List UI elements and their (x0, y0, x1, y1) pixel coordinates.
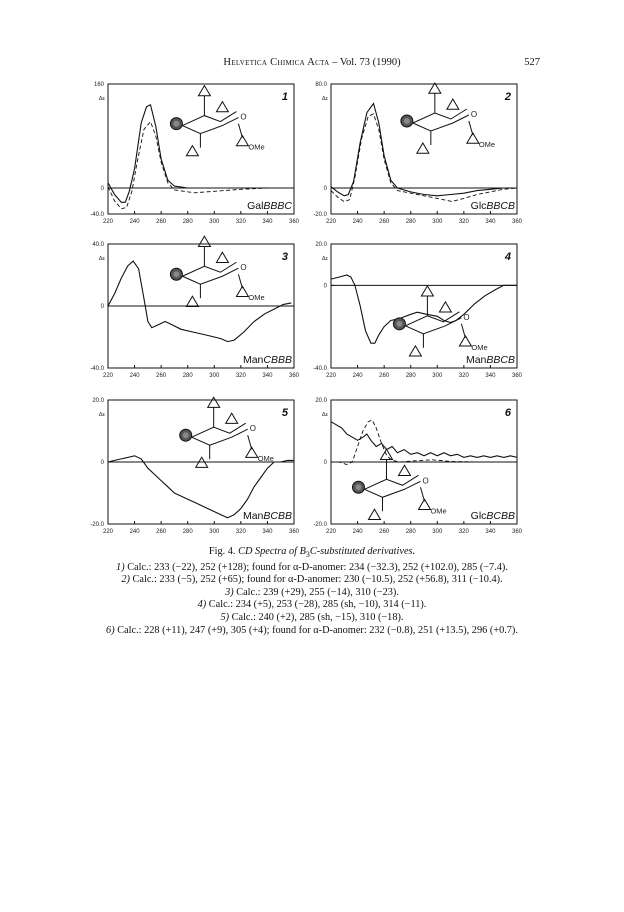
calculated-series-line (108, 456, 294, 518)
bond-line (238, 124, 242, 138)
y-tick-label: 40.0 (92, 242, 104, 248)
methoxy-label: OMe (471, 342, 488, 352)
y-tick-label: -40.0 (90, 212, 104, 218)
x-tick-label: 220 (325, 373, 337, 379)
spectrum-label: ManBCBB (242, 510, 292, 522)
ring-oxygen-label: O (249, 424, 256, 434)
y-axis-label: Δε (98, 256, 105, 262)
x-tick-label: 360 (288, 529, 300, 535)
x-tick-label: 220 (325, 219, 337, 225)
ring-oxygen-label: O (463, 312, 470, 322)
calculated-series-line (331, 422, 517, 458)
ring-oxygen-label: O (422, 476, 429, 486)
y-axis-label: Δε (321, 96, 328, 102)
triangle-substituent (208, 397, 220, 407)
carborane-highlight (173, 121, 179, 127)
x-tick-label: 220 (102, 373, 114, 379)
panel-number: 2 (504, 91, 511, 103)
x-tick-label: 220 (102, 219, 114, 225)
cd-chart-panel-5 (90, 397, 299, 535)
pyranose-ring (182, 112, 238, 134)
y-axis-label: Δε (321, 256, 328, 262)
triangle-substituent (226, 413, 238, 423)
methoxy-label: OMe (478, 140, 496, 149)
x-tick-label: 280 (182, 373, 193, 379)
carborane-highlight (173, 271, 179, 277)
x-tick-label: 340 (485, 529, 496, 535)
plot-frame (108, 84, 294, 214)
triangle-substituent (198, 86, 210, 96)
figure-label: Fig. 4. (208, 546, 236, 557)
x-tick-label: 360 (511, 219, 523, 225)
x-tick-label: 300 (209, 219, 220, 225)
x-tick-label: 340 (262, 529, 273, 535)
bond-line (238, 274, 242, 288)
bond-line (420, 487, 424, 501)
triangle-substituent (368, 509, 380, 519)
methoxy-label: OMe (430, 506, 447, 516)
caption-line: 1) Calc.: 233 (−22), 252 (+128); found for α-D-anomer: 234 (−32.3), 252 (+102.0), 285 (−7.4). (116, 561, 508, 573)
y-tick-label: -20.0 (313, 522, 327, 528)
caption-title-text: CD Spectra of $B_3C$-substituted derivatives. (238, 546, 416, 560)
x-tick-label: 240 (352, 373, 363, 379)
alpha-anomer-series-line (331, 420, 517, 464)
x-tick-label: 260 (379, 373, 390, 379)
alpha-anomer-series-line (108, 122, 294, 209)
y-tick-label: -40.0 (313, 366, 327, 372)
pyranose-ring (182, 262, 238, 284)
y-tick-label: -20.0 (313, 212, 327, 218)
bond-line (469, 121, 473, 135)
x-tick-label: 280 (405, 219, 416, 225)
pyranose-ring (364, 475, 420, 497)
header-separator: – (332, 57, 340, 68)
alpha-anomer-series-line (331, 114, 517, 202)
x-tick-label: 240 (352, 529, 363, 535)
pyranose-ring (192, 423, 248, 445)
methoxy-label: OMe (248, 142, 265, 152)
x-tick-label: 340 (485, 219, 496, 225)
figure-caption (0, 546, 624, 637)
x-tick-label: 300 (209, 373, 220, 379)
triangle-substituent (429, 83, 441, 93)
panel-number: 1 (281, 91, 288, 103)
carborane-highlight (355, 484, 361, 490)
pyranose-ring (413, 109, 469, 131)
x-tick-label: 320 (458, 529, 469, 535)
y-tick-label: 20.0 (92, 398, 104, 404)
cd-chart-panel-1 (90, 82, 299, 225)
y-tick-label: 80.0 (315, 82, 327, 88)
x-tick-label: 260 (379, 219, 390, 225)
y-tick-label: 0 (323, 186, 327, 192)
caption-line: 2) Calc.: 233 (−5), 252 (+65); found for α-D-anomer: 230 (−10.5), 252 (+56.8), 311 (−10.4). (121, 574, 503, 586)
caption-title (0, 546, 624, 562)
panel-number: 3 (281, 251, 288, 263)
x-tick-label: 340 (262, 373, 273, 379)
y-tick-label: 160 (93, 82, 104, 88)
y-tick-label: 0 (100, 460, 104, 466)
y-axis-label: Δε (98, 412, 105, 418)
carborane-highlight (183, 432, 189, 438)
x-tick-label: 240 (352, 219, 363, 225)
ring-oxygen-label: O (470, 110, 478, 119)
carborane-highlight (404, 118, 410, 124)
spectrum-label: ManCBBB (242, 354, 292, 366)
x-tick-label: 260 (156, 373, 167, 379)
x-tick-label: 280 (182, 219, 193, 225)
y-tick-label: 0 (323, 460, 327, 466)
methoxy-label: OMe (248, 293, 265, 303)
bond-line (248, 435, 252, 449)
panel-number: 5 (281, 407, 288, 419)
triangle-substituent (417, 143, 429, 153)
x-tick-label: 300 (432, 219, 443, 225)
y-tick-label: 0 (100, 186, 104, 192)
caption-line: 5) Calc.: 240 (+2), 285 (sh, −15), 310 (−18). (220, 612, 404, 624)
cd-chart-panel-2 (313, 82, 522, 225)
plot-frame (331, 244, 517, 368)
triangle-substituent (186, 296, 198, 306)
x-tick-label: 340 (485, 373, 496, 379)
x-tick-label: 260 (379, 529, 390, 535)
journal-volume: Vol. 73 (1990) (339, 57, 401, 68)
journal-name: Helvetica Chimica Acta (223, 57, 330, 68)
x-tick-label: 260 (156, 219, 167, 225)
x-tick-label: 320 (458, 373, 469, 379)
panel-number: 4 (504, 251, 511, 263)
triangle-substituent (421, 286, 433, 296)
triangle-substituent (447, 99, 459, 109)
carborane-highlight (396, 321, 402, 327)
x-tick-label: 360 (288, 373, 300, 379)
x-tick-label: 240 (129, 219, 140, 225)
x-tick-label: 360 (511, 373, 523, 379)
caption-line: 4) Calc.: 234 (+5), 253 (−28), 285 (sh, −10), 314 (−11). (197, 599, 427, 611)
spectrum-label: GlcBBCB (470, 200, 515, 212)
x-tick-label: 280 (405, 529, 416, 535)
y-tick-label: -40.0 (90, 366, 104, 372)
x-tick-label: 240 (129, 529, 140, 535)
y-tick-label: 20.0 (315, 242, 327, 248)
x-tick-label: 320 (235, 373, 246, 379)
y-tick-label: 0 (100, 304, 104, 310)
spectrum-label: GlcBCBB (470, 510, 515, 522)
y-axis-label: Δε (321, 412, 328, 418)
triangle-substituent (216, 252, 228, 262)
x-tick-label: 300 (432, 373, 443, 379)
cd-chart-panel-6 (313, 398, 522, 535)
x-tick-label: 360 (288, 219, 300, 225)
triangle-substituent (409, 346, 421, 356)
x-tick-label: 280 (182, 529, 193, 535)
caption-line: 6) Calc.: 228 (+11), 247 (+9), 305 (+4); found for α-D-anomer: 232 (−0.8), 251 (+13.5), 296 (+0.7). (106, 624, 518, 636)
triangle-substituent (186, 146, 198, 156)
cd-chart-panel-4 (313, 242, 522, 379)
spectrum-label: ManBBCB (465, 354, 515, 366)
x-tick-label: 340 (262, 219, 273, 225)
methoxy-label: OMe (257, 454, 274, 464)
triangle-substituent (216, 102, 228, 112)
x-tick-label: 260 (156, 529, 167, 535)
x-tick-label: 220 (102, 529, 114, 535)
x-tick-label: 320 (458, 219, 469, 225)
x-tick-label: 320 (235, 219, 246, 225)
triangle-substituent (398, 465, 410, 475)
triangle-substituent (439, 302, 451, 312)
triangle-substituent (198, 236, 210, 246)
panel-number: 6 (504, 407, 511, 419)
y-tick-label: 0 (323, 283, 327, 290)
bond-line (461, 324, 465, 338)
y-axis-label: Δε (98, 96, 105, 102)
calculated-series-line (331, 104, 517, 196)
cd-chart-panel-3 (90, 236, 299, 379)
x-tick-label: 280 (405, 373, 416, 379)
ring-oxygen-label: O (240, 112, 247, 122)
x-tick-label: 240 (129, 373, 140, 379)
x-tick-label: 360 (511, 529, 523, 535)
y-tick-label: -20.0 (90, 522, 104, 528)
x-tick-label: 300 (432, 529, 443, 535)
x-tick-label: 220 (325, 529, 337, 535)
spectrum-label: GalBBBC (247, 200, 292, 212)
y-tick-label: 20.0 (315, 398, 327, 404)
x-tick-label: 300 (209, 529, 220, 535)
caption-line: 3) Calc.: 239 (+29), 255 (−14), 310 (−23). (225, 586, 399, 598)
x-tick-label: 320 (235, 529, 246, 535)
page-number: 527 (524, 57, 540, 68)
ring-oxygen-label: O (240, 263, 247, 273)
